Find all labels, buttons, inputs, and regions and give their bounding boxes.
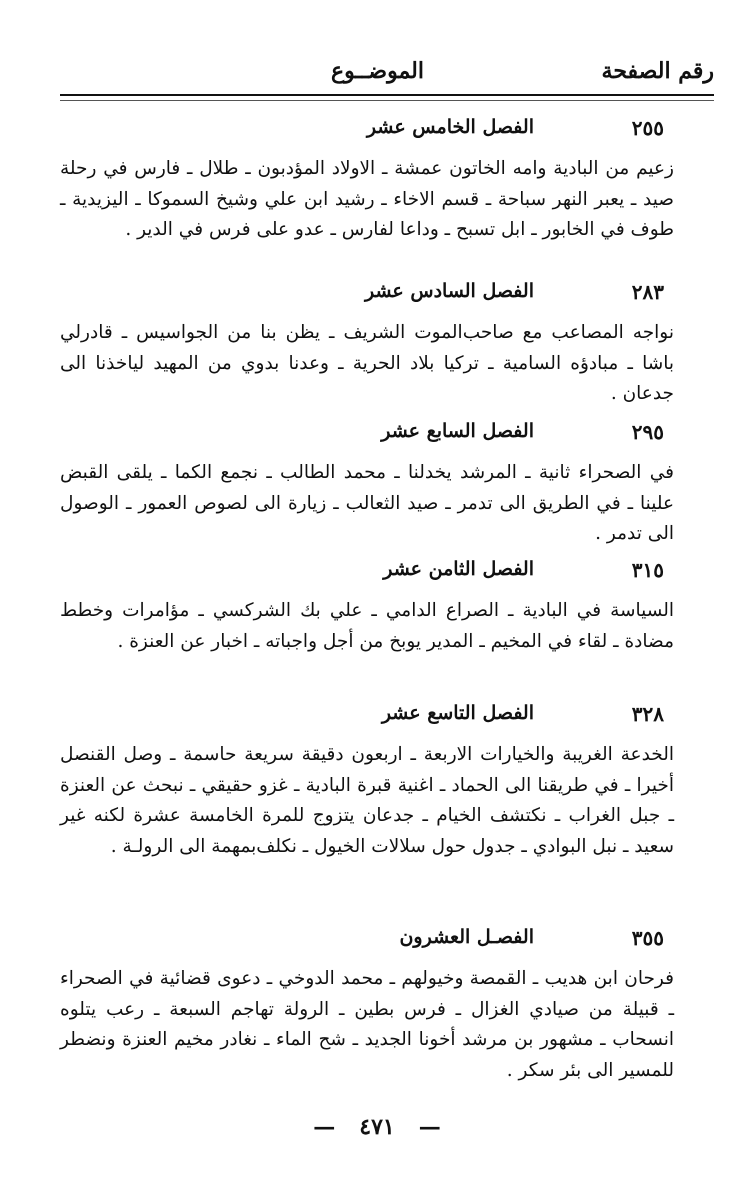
chapter-title: الفصل السابع عشر — [381, 420, 534, 442]
footer-dash-left: — — [418, 1114, 441, 1140]
chapter-summary: السياسة في البادية ـ الصراع الدامي ـ علي بك الشركسي ـ مؤامرات وخطط مضادة ـ لقاء في المخيم ـ المدير يوبخ من أجل واجباته ـ اخبار عن العنزة . — [60, 600, 674, 652]
chapter-entry — [60, 558, 694, 657]
chapter-page-number: ٢٥٥ — [631, 116, 664, 140]
chapter-page-number: ٢٩٥ — [631, 420, 664, 444]
chapter-title: الفصل السادس عشر — [364, 280, 534, 302]
chapter-page-number: ٣٢٨ — [631, 702, 664, 726]
chapter-summary: زعيم من البادية وامه الخاتون عمشة ـ الاولاد المؤدبون ـ طلال ـ فارس في رحلة صيد ـ يعبر النهر سباحة ـ قسم الاخاء ـ رشيد ابن علي وشيخ السموكا ـ اليزيدية ـ طوف في الخابور ـ ابل تسبح ـ وداعا لفارس ـ عدو على فرس في الدير . — [60, 158, 674, 240]
page-number-column-label: رقم الصفحة — [601, 58, 714, 84]
chapter-title: الفصل الثامن عشر — [383, 558, 534, 580]
table-of-contents-header — [60, 52, 714, 96]
chapter-summary: فرحان ابن هديب ـ القمصة وخيولهم ـ محمد الدوخي ـ دعوى قضائية في الصحراء ـ قبيلة من صيادي الغزال ـ فرس بطين ـ الرولة تهاجم السبعة ـ رعب يتلوه انسحاب ـ مشهور بن مرشد أخونا الجديد ـ شح الماء ـ نغادر مخيم العنزة ونضطر للمسير الى بئر سكر . — [60, 968, 674, 1081]
chapter-entry — [60, 280, 694, 410]
header-divider — [60, 94, 714, 96]
chapter-page-number: ٣٥٥ — [631, 926, 664, 950]
chapter-entry — [60, 420, 694, 550]
chapter-title: الفصـل العشرون — [399, 926, 534, 948]
chapter-summary: الخدعة الغريبة والخيارات الاربعة ـ اربعون دقيقة سريعة حاسمة ـ وصل القنصل أخيرا ـ في طريقنا الى الحماد ـ اغنية قبرة البادية ـ غزو حقيقي ـ نبحث عن العنزة ـ جبل الغراب ـ نكتشف الخيام ـ جدعان يتزوج للمرة الخامسة عشرة لكنه غير سعيد ـ نبل البوادي ـ جدول حول سلالات الخيول ـ نكلف‌بمهمة الى الرولـة . — [60, 744, 674, 857]
chapter-page-number: ٢٨٣ — [631, 280, 664, 304]
chapter-summary: في الصحراء ثانية ـ المرشد يخدلنا ـ محمد الطالب ـ نجمع الكما ـ يلقى القبض علينا ـ في الطريق الى تدمر ـ صيد الثعالب ـ زيارة الى لصوص العمور ـ الوصول الى تدمر . — [60, 462, 674, 544]
chapter-title: الفصل التاسع عشر — [381, 702, 534, 724]
chapter-page-number: ٣١٥ — [631, 558, 664, 582]
page-footer — [0, 1114, 754, 1140]
chapter-title: الفصل الخامس عشر — [366, 116, 534, 138]
footer-page-number: ٤٧١ — [359, 1114, 395, 1140]
header-divider-thin — [60, 100, 714, 101]
chapter-entry — [60, 116, 694, 246]
topic-column-label: الموضــوع — [331, 58, 424, 84]
chapter-entry — [60, 702, 694, 862]
footer-dash-right: — — [313, 1114, 336, 1140]
chapter-entry — [60, 926, 694, 1086]
chapter-summary: نواجه المصاعب مع صاحب‌الموت الشريف ـ يظن بنا من الجواسيس ـ قادرلي باشا ـ مبادؤه السامية ـ تركيا بلاد الحرية ـ وعدنا بدوي من المهيد لياخذنا الى جدعان . — [60, 322, 674, 404]
